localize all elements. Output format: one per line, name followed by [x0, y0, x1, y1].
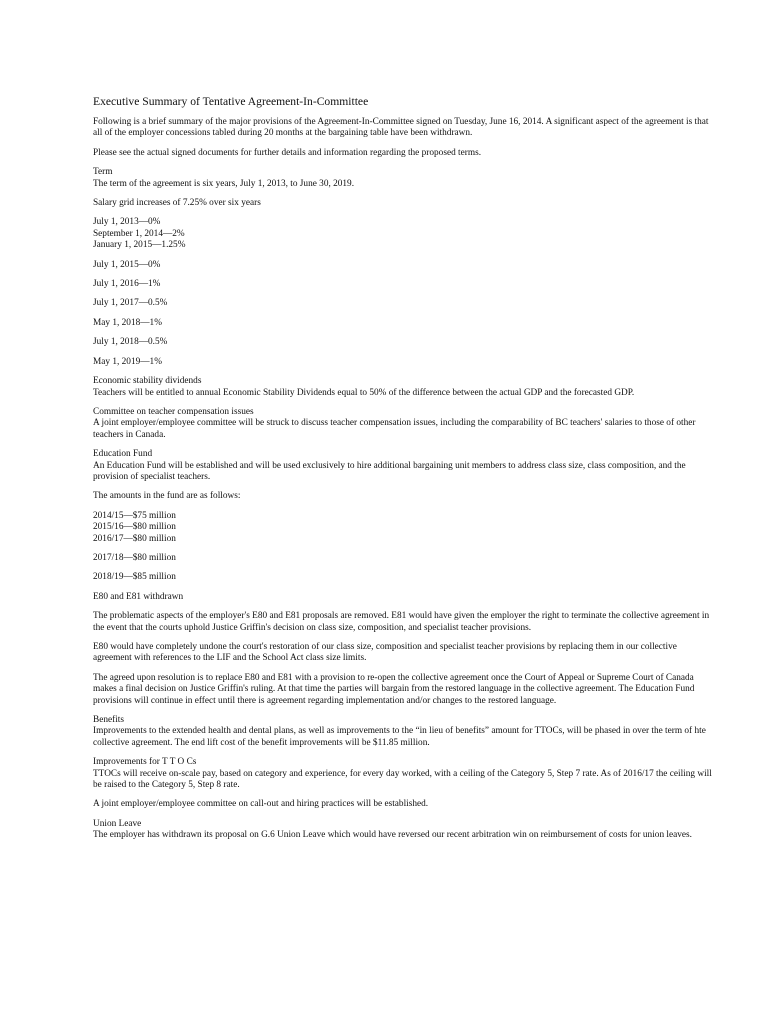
- education-fund-body: An Education Fund will be established and will be used exclusively to hire additional bargaining unit members to address class size, class composition, and the provision of specialist teachers.: [93, 460, 686, 482]
- term-body: The term of the agreement is six years, July 1, 2013, to June 30, 2019.: [93, 178, 355, 189]
- salary-date-item: May 1, 2019—1%: [93, 356, 162, 367]
- fund-amounts-intro: The amounts in the fund are as follows:: [93, 491, 241, 502]
- fund-amount-group: [93, 511, 715, 545]
- esd-heading: Economic stability dividends: [93, 376, 202, 387]
- salary-date-item: July 1, 2017—0.5%: [93, 298, 168, 309]
- esd-section: [93, 376, 715, 399]
- benefits-body: Improvements to the extended health and dental plans, as well as improvements to the “in lieu of benefits” amount for TTOCs, will be phased in over the term of hte collective agreement. The end lift cost of the benefit improvements will be $11.85 million.: [93, 726, 706, 748]
- education-fund-heading: Education Fund: [93, 449, 153, 460]
- document-title: Executive Summary of Tentative Agreement-In-Committee: [93, 95, 369, 108]
- salary-date-item: September 1, 2014—2%: [93, 228, 185, 239]
- union-leave-heading: Union Leave: [93, 818, 142, 829]
- union-leave-section: [93, 819, 715, 842]
- union-leave-body: The employer has withdrawn its proposal on G.6 Union Leave which would have reversed our recent arbitration win on reimbursement of costs for union leaves.: [93, 830, 692, 841]
- committee-heading: Committee on teacher compensation issues: [93, 406, 254, 417]
- salary-date-item: July 1, 2015—0%: [93, 259, 161, 270]
- fund-amount-item: 2017/18—$80 million: [93, 552, 176, 563]
- esd-body: Teachers will be entitled to annual Economic Stability Dividends equal to 50% of the difference between the actual GDP and the forecasted GDP.: [93, 387, 635, 398]
- salary-date-item: May 1, 2018—1%: [93, 317, 162, 328]
- e80-paragraph: The problematic aspects of the employer's E80 and E81 proposals are removed. E81 would have given the employer the right to terminate the collective agreement in the event that the courts uphold Justice Griffin's decision on class size, composition, and specialist teacher provisions.: [93, 611, 710, 633]
- salary-date-item: January 1, 2015—1.25%: [93, 240, 186, 251]
- salary-date-item: July 1, 2016—1%: [93, 279, 161, 290]
- committee-body: A joint employer/employee committee will be struck to discuss teacher compensation issues, including the comparability of BC teachers' salaries to those of other teachers in Canada.: [93, 418, 696, 440]
- fund-amount-item: 2014/15—$75 million: [93, 510, 176, 521]
- document-page: [93, 95, 715, 842]
- benefits-section: [93, 715, 715, 749]
- see-documents-paragraph: Please see the actual signed documents for further details and information regarding the proposed terms.: [93, 147, 482, 158]
- education-fund-section: [93, 449, 715, 483]
- benefits-heading: Benefits: [93, 715, 124, 726]
- term-section: [93, 167, 715, 190]
- salary-date-item: July 1, 2013—0%: [93, 217, 161, 228]
- ttoc-section: [93, 757, 715, 791]
- ttoc-heading: Improvements for T T O Cs: [93, 757, 197, 768]
- e80-paragraph: The agreed upon resolution is to replace E80 and E81 with a provision to re-open the collective agreement once the Court of Appeal or Supreme Court of Canada makes a final decision on Justice Griffin's ruling. At that time the parties will bargain from the restored language in the collective agreement. The Education Fund provisions will continue in effect until there is agreement regarding implementation and/or changes to the restored language.: [93, 672, 695, 706]
- salary-date-item: July 1, 2018—0.5%: [93, 337, 168, 348]
- committee-section: [93, 407, 715, 441]
- ttoc-body: TTOCs will receive on-scale pay, based on category and experience, for every day worked, with a ceiling of the Category 5, Step 7 rate. As of 2016/17 the ceiling will be raised to the Category 5, Step 8 rate.: [93, 768, 712, 791]
- fund-amount-item: 2018/19—$85 million: [93, 572, 176, 583]
- intro-paragraph: Following is a brief summary of the major provisions of the Agreement-In-Committee signed on Tuesday, June 16, 2014. A significant aspect of the agreement is that all of the employer concessions tabled during 20 months at the bargaining table have been withdrawn.: [93, 117, 709, 139]
- fund-amount-item: 2015/16—$80 million: [93, 522, 176, 533]
- term-heading: Term: [93, 167, 113, 178]
- fund-amount-item: 2016/17—$80 million: [93, 533, 176, 544]
- e80-paragraph: E80 would have completely undone the court's restoration of our class size, composition and specialist teacher provisions by replacing them in our collective agreement with references to the LIF and the School Act class size limits.: [93, 642, 677, 664]
- salary-heading: Salary grid increases of 7.25% over six years: [93, 198, 261, 209]
- ttoc-committee-paragraph: A joint employer/employee committee on call-out and hiring practices will be established.: [93, 799, 429, 810]
- salary-date-group: [93, 217, 715, 251]
- e80-heading: E80 and E81 withdrawn: [93, 591, 184, 602]
